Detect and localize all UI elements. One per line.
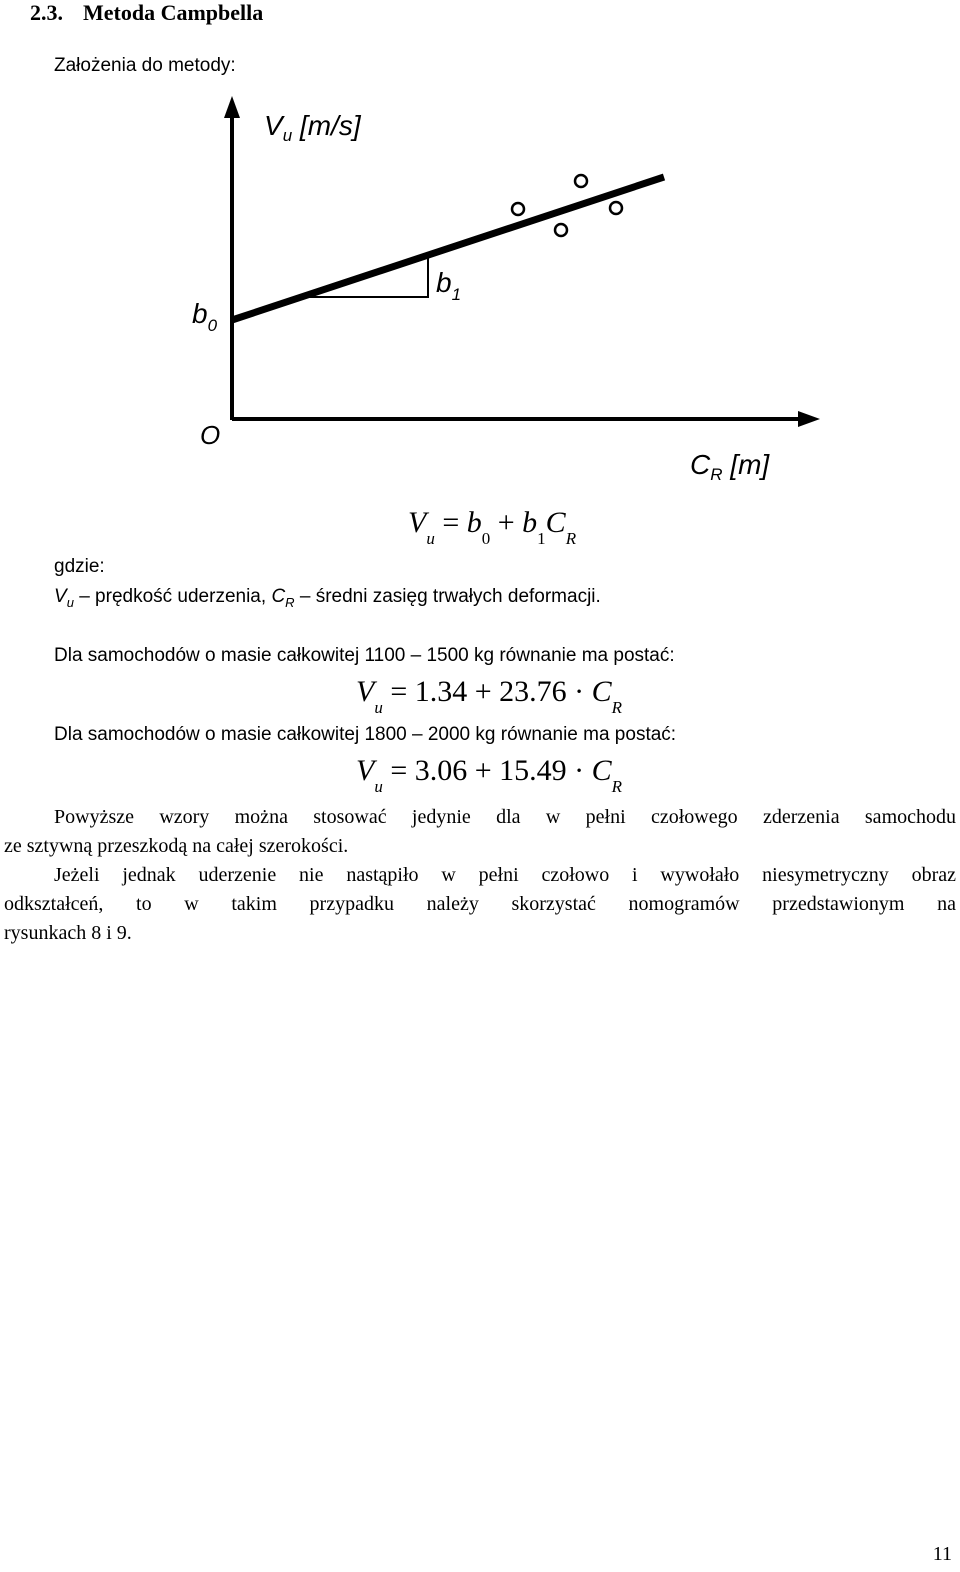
campbell-diagram <box>0 0 960 500</box>
data-point <box>555 224 567 236</box>
x-axis-arrow <box>798 411 820 427</box>
x-axis-label: $C_R$ [m] <box>690 449 770 484</box>
paragraph2-line1: Jeżeli jednak uderzenie nie nastąpiło w pełni czołowo i wywołało niesymetryczny obraz <box>54 864 956 886</box>
data-point <box>610 202 622 214</box>
where-label: gdzie: <box>54 556 105 577</box>
main-formula: $V_u = b_0 + b_1C_R$ <box>408 506 577 548</box>
paragraph1-line2: ze sztywną przeszkodą na całej szerokości. <box>4 835 349 857</box>
page-number: 11 <box>932 1543 952 1565</box>
origin-label: O <box>200 420 221 450</box>
case2-formula: $V_u = 3.06 + 15.49 \cdot C_R$ <box>356 754 623 796</box>
data-point <box>512 203 524 215</box>
case2-text: Dla samochodów o masie całkowitej 1800 – 2000 kg równanie ma postać: <box>54 724 677 745</box>
data-point <box>575 175 587 187</box>
case1-text: Dla samochodów o masie całkowitej 1100 – 1500 kg równanie ma postać: <box>54 645 675 666</box>
slope-label: $b_1$ <box>436 267 462 304</box>
section-number: 2.3. <box>30 0 63 25</box>
definition-line: $V_u$ – prędkość uderzenia, $C_R$ – średni zasięg trwałych deformacji. <box>54 586 601 610</box>
paragraph1-line1: Powyższe wzory można stosować jedynie dla w pełni czołowego zderzenia samochodu <box>54 806 956 828</box>
paragraph2-line3: rysunkach 8 i 9. <box>4 922 132 944</box>
intercept-label: $b_0$ <box>192 298 218 335</box>
y-axis-arrow <box>224 96 240 118</box>
section-title: Metoda Campbella <box>83 0 264 25</box>
y-axis-label: $V_u$ [m/s] <box>264 110 361 145</box>
paragraph2-line2: odkształceń, to w takim przypadku należy skorzystać nomogramów przedstawionym na <box>4 893 956 915</box>
regression-line <box>232 177 664 320</box>
case1-formula: $V_u = 1.34 + 23.76 \cdot C_R$ <box>356 675 623 717</box>
intro-text: Założenia do metody: <box>54 55 236 76</box>
